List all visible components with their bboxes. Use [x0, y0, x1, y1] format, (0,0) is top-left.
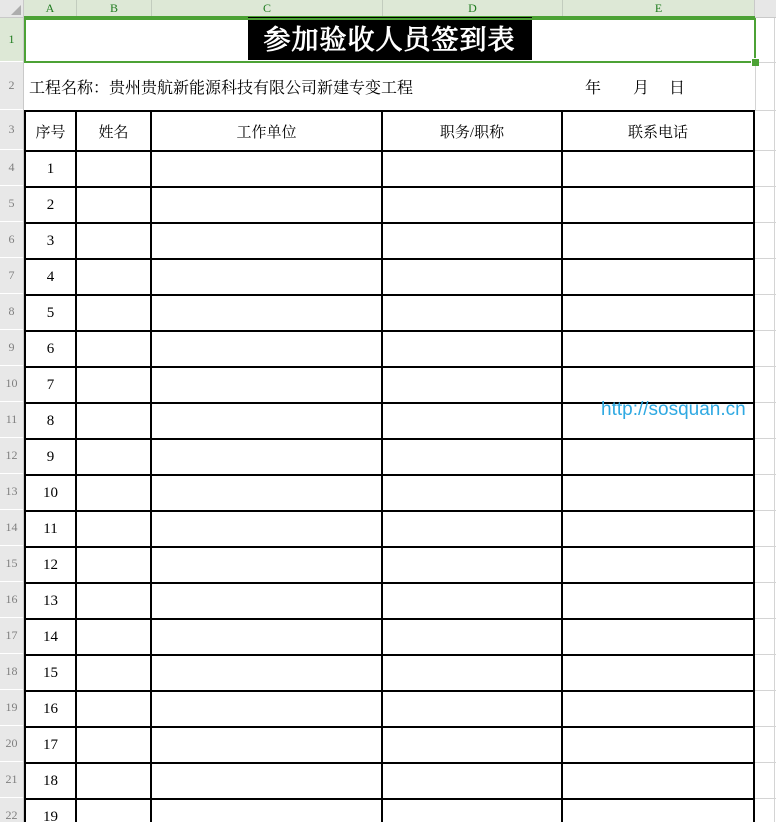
header-cell-phone[interactable]: 联系电话: [563, 112, 753, 150]
header-cell-title[interactable]: 职务/职称: [383, 112, 563, 150]
table-cell[interactable]: [152, 332, 383, 366]
select-all-corner[interactable]: [0, 0, 24, 18]
serial-cell[interactable]: 14: [26, 620, 77, 654]
table-row: [26, 512, 753, 548]
table-cell[interactable]: [383, 548, 563, 582]
table-cell[interactable]: [383, 440, 563, 474]
table-cell[interactable]: [152, 548, 383, 582]
row-header-11[interactable]: 11: [0, 402, 23, 438]
table-cell[interactable]: [152, 296, 383, 330]
project-name-cell[interactable]: 工程名称：贵州贵航新能源科技有限公司新建专变工程: [29, 79, 414, 97]
table-row: [26, 332, 753, 368]
table-cell[interactable]: [77, 440, 152, 474]
serial-cell[interactable]: 19: [26, 800, 77, 822]
table-cell[interactable]: [383, 620, 563, 654]
table-cell[interactable]: [77, 548, 152, 582]
table-cell[interactable]: [563, 224, 753, 258]
gridline-stubs: [755, 150, 776, 822]
date-month-label: 月: [633, 79, 650, 97]
table-cell[interactable]: [152, 368, 383, 402]
table-cell[interactable]: [77, 728, 152, 762]
table-cell[interactable]: [563, 476, 753, 510]
table-cell[interactable]: [152, 764, 383, 798]
header-cell-serial[interactable]: 序号: [26, 112, 77, 150]
table-row: [26, 152, 753, 188]
serial-cell[interactable]: 2: [26, 188, 77, 222]
table-cell[interactable]: [563, 440, 753, 474]
select-all-icon: [11, 5, 21, 15]
table-cell[interactable]: [77, 368, 152, 402]
table-cell[interactable]: [383, 656, 563, 690]
table-cell[interactable]: [383, 584, 563, 618]
table-cell[interactable]: [77, 224, 152, 258]
table-cell[interactable]: [383, 800, 563, 822]
table-row: [26, 188, 753, 224]
table-cell[interactable]: [563, 152, 753, 186]
serial-cell[interactable]: 17: [26, 728, 77, 762]
header-cell-unit[interactable]: 工作单位: [152, 112, 383, 150]
row-header-22[interactable]: 22: [0, 798, 23, 822]
table-cell[interactable]: [152, 800, 383, 822]
table-row: [26, 584, 753, 620]
date-year-label: 年: [585, 79, 602, 97]
header-cell-name[interactable]: 姓名: [77, 112, 152, 150]
row-header-16[interactable]: 16: [0, 582, 23, 618]
date-day-label: 日: [669, 79, 686, 97]
table-cell[interactable]: [152, 152, 383, 186]
watermark-text: http://sosquan.cn: [601, 399, 746, 420]
table-cell[interactable]: [152, 512, 383, 546]
table-cell[interactable]: [77, 296, 152, 330]
table-cell[interactable]: [77, 512, 152, 546]
table-cell[interactable]: [152, 656, 383, 690]
table-cell[interactable]: [77, 152, 152, 186]
table-cell[interactable]: [152, 260, 383, 294]
table-cell[interactable]: [563, 188, 753, 222]
table-cell[interactable]: [383, 224, 563, 258]
table-cell[interactable]: [152, 584, 383, 618]
row-header-17[interactable]: 17: [0, 618, 23, 654]
table-cell[interactable]: [152, 692, 383, 726]
table-row: [26, 548, 753, 584]
signin-table: [24, 110, 755, 822]
row-header-9[interactable]: 9: [0, 330, 23, 366]
column-header-c[interactable]: C: [152, 0, 383, 16]
table-row: [26, 692, 753, 728]
row-header-6[interactable]: 6: [0, 222, 23, 258]
table-row: [26, 440, 753, 476]
row-header-5[interactable]: 5: [0, 186, 23, 222]
table-cell[interactable]: [563, 368, 753, 402]
table-cell[interactable]: [152, 404, 383, 438]
table-cell[interactable]: [383, 188, 563, 222]
row-header-gutter: [0, 18, 24, 822]
table-cell[interactable]: [563, 800, 753, 822]
serial-cell[interactable]: 10: [26, 476, 77, 510]
row-header-14[interactable]: 14: [0, 510, 23, 546]
sheet-title: 参加验收人员签到表: [248, 17, 532, 60]
column-header-b[interactable]: B: [77, 0, 152, 16]
table-cell[interactable]: [152, 224, 383, 258]
table-cell[interactable]: [383, 296, 563, 330]
row-header-3[interactable]: 3: [0, 110, 23, 150]
table-cell[interactable]: [152, 620, 383, 654]
table-cell[interactable]: [77, 800, 152, 822]
gridline: [756, 62, 776, 63]
selected-cell-a1[interactable]: [24, 18, 756, 63]
row-header-18[interactable]: 18: [0, 654, 23, 690]
table-cell[interactable]: [563, 296, 753, 330]
serial-cell[interactable]: 6: [26, 332, 77, 366]
table-cell[interactable]: [77, 476, 152, 510]
table-cell[interactable]: [77, 692, 152, 726]
table-cell[interactable]: [563, 728, 753, 762]
table-cell[interactable]: [77, 260, 152, 294]
table-cell[interactable]: [563, 692, 753, 726]
info-row: [24, 62, 755, 110]
column-header-e[interactable]: E: [563, 0, 755, 16]
table-row: [26, 764, 753, 800]
table-cell[interactable]: [77, 332, 152, 366]
row-header-10[interactable]: 10: [0, 366, 23, 402]
table-row: [26, 476, 753, 512]
table-row: [26, 296, 753, 332]
table-row: [26, 800, 753, 822]
table-row: [26, 656, 753, 692]
table-row: [26, 260, 753, 296]
table-cell[interactable]: [563, 512, 753, 546]
table-cell[interactable]: [563, 620, 753, 654]
table-row: [26, 620, 753, 656]
row-header-21[interactable]: 21: [0, 762, 23, 798]
row-header-8[interactable]: 8: [0, 294, 23, 330]
table-cell[interactable]: [383, 728, 563, 762]
serial-cell[interactable]: 1: [26, 152, 77, 186]
row-header-1[interactable]: 1: [0, 18, 23, 62]
row-header-20[interactable]: 20: [0, 726, 23, 762]
table-cell[interactable]: [77, 188, 152, 222]
serial-cell[interactable]: 8: [26, 404, 77, 438]
serial-cell[interactable]: 16: [26, 692, 77, 726]
table-cell[interactable]: [383, 368, 563, 402]
serial-cell[interactable]: 5: [26, 296, 77, 330]
gridline: [755, 110, 776, 111]
table-row: [26, 728, 753, 764]
serial-cell[interactable]: 12: [26, 548, 77, 582]
row-header-15[interactable]: 15: [0, 546, 23, 582]
table-cell[interactable]: [383, 404, 563, 438]
row-header-19[interactable]: 19: [0, 690, 23, 726]
row-header-4[interactable]: 4: [0, 150, 23, 186]
table-cell[interactable]: [383, 260, 563, 294]
serial-cell[interactable]: 7: [26, 368, 77, 402]
row-header-7[interactable]: 7: [0, 258, 23, 294]
table-cell[interactable]: [152, 728, 383, 762]
column-header-strip-rest: [755, 0, 776, 18]
serial-cell[interactable]: 9: [26, 440, 77, 474]
serial-cell[interactable]: 11: [26, 512, 77, 546]
table-cell[interactable]: [383, 764, 563, 798]
serial-cell[interactable]: 13: [26, 584, 77, 618]
fill-handle[interactable]: [751, 58, 759, 66]
row-header-13[interactable]: 13: [0, 474, 23, 510]
table-cell[interactable]: [152, 440, 383, 474]
table-cell[interactable]: [77, 584, 152, 618]
table-cell[interactable]: [563, 584, 753, 618]
table-cell[interactable]: [152, 188, 383, 222]
serial-cell[interactable]: 4: [26, 260, 77, 294]
table-cell[interactable]: [77, 764, 152, 798]
table-cell[interactable]: [383, 476, 563, 510]
table-cell[interactable]: [563, 260, 753, 294]
table-cell[interactable]: [563, 548, 753, 582]
table-cell[interactable]: [383, 512, 563, 546]
serial-cell[interactable]: 3: [26, 224, 77, 258]
row-header-12[interactable]: 12: [0, 438, 23, 474]
column-header-d[interactable]: D: [383, 0, 563, 16]
table-cell[interactable]: [77, 404, 152, 438]
table-cell[interactable]: [383, 332, 563, 366]
table-cell[interactable]: [563, 764, 753, 798]
row-header-2[interactable]: 2: [0, 62, 23, 110]
table-header-row: [26, 112, 753, 152]
table-cell[interactable]: [77, 656, 152, 690]
serial-cell[interactable]: 18: [26, 764, 77, 798]
table-cell[interactable]: [563, 656, 753, 690]
table-cell[interactable]: [383, 152, 563, 186]
table-cell[interactable]: [383, 692, 563, 726]
table-cell[interactable]: [152, 476, 383, 510]
table-cell[interactable]: [77, 620, 152, 654]
table-cell[interactable]: [563, 332, 753, 366]
table-row: [26, 224, 753, 260]
column-header-a[interactable]: A: [24, 0, 77, 16]
serial-cell[interactable]: 15: [26, 656, 77, 690]
